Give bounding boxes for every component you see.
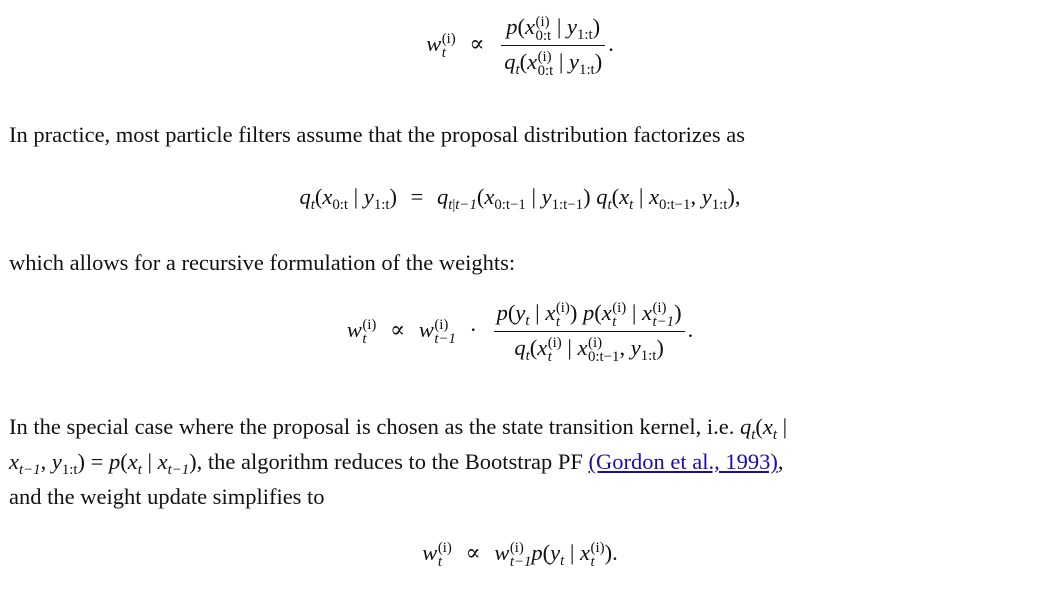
- paragraph-3-line-2: [9, 444, 783, 479]
- eq1-lhs: w (i) t: [426, 30, 456, 61]
- eq1-propto: ∝: [469, 31, 485, 57]
- eq3-numerator: $p(y_t$ | x (i) t ) p(x (i) t | x (i) t−1 ): [496, 299, 682, 330]
- paragraph-3-line-1: [9, 409, 787, 444]
- paragraph-3-line-3: and the weight update simplifies to: [9, 484, 325, 509]
- paragraph-3-text-1: In the special case where the proposal is chosen as the state transition kernel, i.e.: [9, 414, 735, 439]
- inline-math-transition: $x_{t-1}$, $y_{1:t}) = p(x_t$ | $x_{t-1}$): [9, 449, 197, 479]
- eq1-fraction: [501, 14, 605, 78]
- paragraph-3-text-2: , the algorithm reduces to the Bootstrap PF: [196, 449, 583, 474]
- eq1-numerator: p(x (i) 0:t | $y_{1:t}$): [506, 13, 601, 44]
- equation-proposal-factorization: $q_t(x_{0:t}$ | $y_{1:t}) = q_{t|t-1}(x_{0:t-1}$ | $y_{1:t-1}$) $q_t(x_t$ | $x_{0:t-1}$, $y_{1:t}$),: [299, 184, 741, 214]
- equation-bootstrap-weights: w (i) t ∝ w (i) t−1 $p(y_t$ | x (i) t ).: [422, 539, 618, 570]
- citation-trailing: ,: [777, 449, 784, 474]
- inline-math-q-proposal: $q_t(x_t$ |: [740, 414, 788, 444]
- eq3-fraction: [494, 300, 685, 364]
- paragraph-1: In practice, most particle filters assume that the proposal distribution factorizes as: [9, 122, 746, 147]
- equation-importance-weight: w (i) t ∝ p(x (i) 0:t | $y_{1:t}$) $q_t(x$ (i) 0:t | $y_{1:t}$) .: [426, 13, 614, 79]
- equation-recursive-weights: w (i) t ∝ w (i) t−1 · $p(y_t$ | x (i) t ) p(x (i) t | x (i) t−1 ) $q_t(x$ (i) t | x (i) 0:t−1 , $y_{1:t}$) .: [346, 299, 694, 365]
- eq1-denominator: $q_t(x$ (i) 0:t | $y_{1:t}$): [501, 45, 605, 78]
- citation-link[interactable]: (Gordon et al., 1993): [588, 449, 778, 474]
- eq3-denominator: $q_t(x$ (i) t | x (i) 0:t−1 , $y_{1:t}$): [494, 331, 685, 364]
- paragraph-2: which allows for a recursive formulation of the weights:: [9, 250, 516, 275]
